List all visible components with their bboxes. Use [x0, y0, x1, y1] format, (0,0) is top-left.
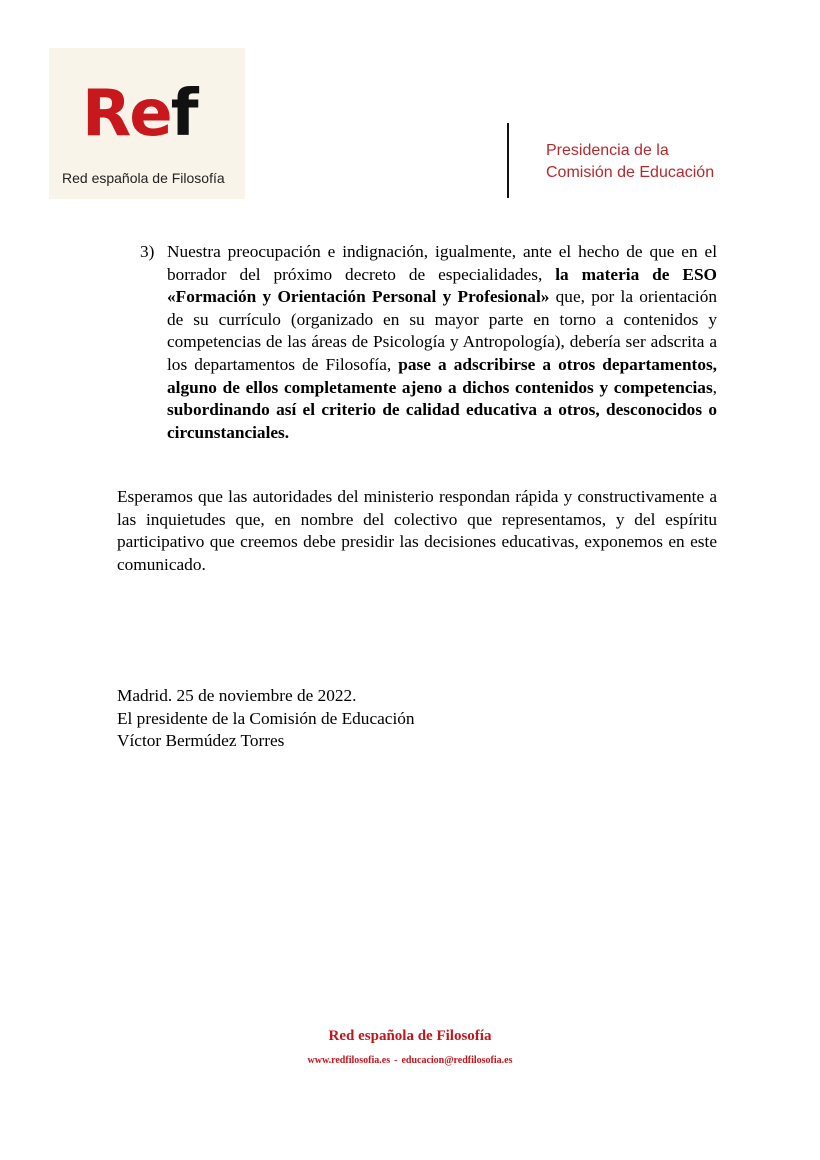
- presidencia-line-2: Comisión de Educación: [546, 164, 715, 181]
- point-3-bold-a: la materia de ESO «Formación y Orientación Personal y Profesional»: [167, 264, 717, 307]
- footer-separator: -: [394, 1055, 398, 1066]
- point-3-text-c: ,: [712, 377, 717, 397]
- place-date: Madrid. 25 de noviembre de 2022.: [117, 686, 357, 705]
- point-number: 3): [140, 242, 155, 261]
- logo-subtitle: Red española de Filosofía: [62, 170, 225, 186]
- logo-mark: [82, 77, 197, 151]
- footer-website[interactable]: www.redfilosofia.es: [307, 1055, 391, 1066]
- presidencia-line-1: Presidencia de la: [546, 142, 669, 159]
- logo-mark-red: Re: [82, 77, 171, 151]
- header-divider: [507, 123, 509, 198]
- signer-role: El presidente de la Comisión de Educación: [117, 708, 415, 728]
- signature-block: [117, 685, 415, 753]
- point-3-bold-b: pase a adscribirse a otros departamentos, alguno de ellos completamente ajeno a dichos contenidos y competencias: [167, 354, 717, 397]
- footer-org: Red española de Filosofía: [328, 1028, 492, 1044]
- footer-contact: [0, 1055, 820, 1066]
- footer-email[interactable]: educacion@redfilosofia.es: [401, 1055, 513, 1066]
- point-3-bold-c: subordinando así el criterio de calidad educativa a otros, desconocidos o circunstanciales.: [167, 400, 717, 442]
- signer-name: Víctor Bermúdez Torres: [117, 731, 285, 751]
- point-3: [140, 241, 717, 444]
- closing-paragraph: Esperamos que las autoridades del ministerio respondan rápida y constructivamente a las inquietudes que, en nombre del colectivo que representamos, y del espíritu participativo que creemos debe presidir las decisiones educativas, exponemos en este comunicado.: [117, 487, 717, 574]
- logo-mark-black: f: [170, 77, 197, 151]
- point-3-text-b: que, por la orientación de su currículo (organizado en su mayor parte en torno a contenidos y competencias de las áreas de Psicología y Antropología), debería ser adscrita a los departamentos de Filosofía,: [167, 287, 717, 374]
- presidencia-heading: [546, 140, 714, 184]
- point-3-text-a: Nuestra preocupación e indignación, igualmente, ante el hecho de que en el borrador del próximo decreto de especialidades,: [167, 242, 717, 284]
- logo: [49, 48, 245, 199]
- point-3-body: [167, 241, 717, 444]
